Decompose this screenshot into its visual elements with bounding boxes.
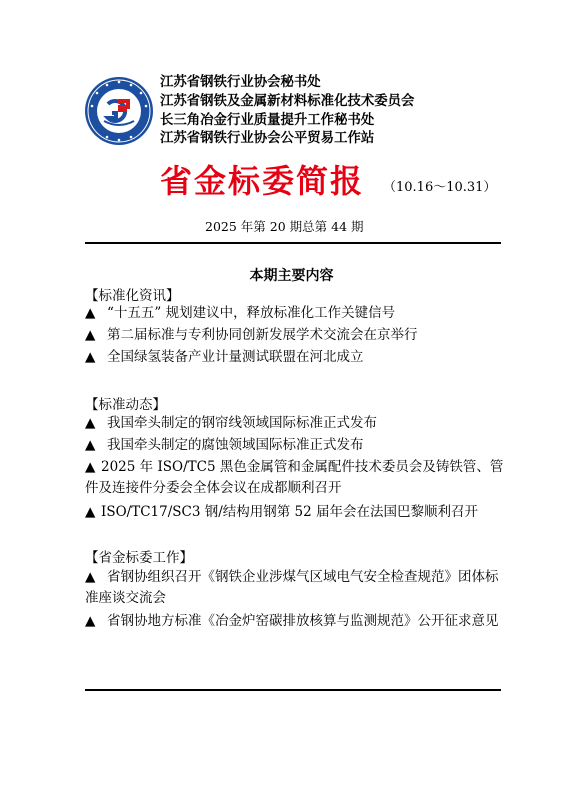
section-heading: 【省金标委工作】 (85, 550, 193, 566)
list-item: ▲ ISO/TC17/SC3 钢/结构用钢第 52 届年会在法国巴黎顺利召开 (85, 502, 505, 523)
triangle-bullet-icon: ▲ (85, 459, 96, 475)
association-emblem-icon (84, 76, 154, 146)
issue-number: 2025 年第 20 期总第 44 期 (205, 219, 364, 234)
triangle-bullet-icon: ▲ (85, 504, 96, 520)
triangle-bullet-icon: ▲ (85, 613, 96, 629)
bulletin-period: （10.16～10.31） (383, 180, 497, 195)
org-line: 江苏省钢铁行业协会秘书处 (160, 75, 321, 90)
triangle-bullet-icon: ▲ (85, 349, 96, 365)
list-item: ▲ 2025 年 ISO/TC5 黑色金属管和金属配件技术委员会及铸铁管、管件及连接件分委会全体会议在成都顺利召开 (85, 459, 504, 496)
divider (85, 689, 501, 691)
bulletin-title: 省金标委简报 (160, 162, 365, 200)
list-item: ▲ 第二届标准与专利协同创新发展学术交流会在京举行 (85, 325, 505, 346)
section-heading: 【标准动态】 (85, 397, 166, 413)
triangle-bullet-icon: ▲ (85, 437, 96, 453)
list-item: ▲ “十五五” 规划建议中，释放标准化工作关键信号 (85, 303, 505, 324)
org-line: 长三角冶金行业质量提升工作秘书处 (160, 112, 375, 128)
list-item: ▲ 省钢协地方标准《冶金炉窑碳排放核算与监测规范》公开征求意见 (85, 611, 505, 632)
association-logo (84, 76, 154, 146)
list-item: ▲ 全国绿氢装备产业计量测试联盟在河北成立 (85, 347, 505, 368)
list-item: ▲ 我国牵头制定的腐蚀领域国际标准正式发布 (85, 435, 505, 456)
divider (85, 242, 501, 244)
triangle-bullet-icon: ▲ (85, 327, 96, 343)
triangle-bullet-icon: ▲ (85, 305, 96, 321)
triangle-bullet-icon: ▲ (85, 569, 96, 585)
org-line: 江苏省钢铁及金属新材料标准化技术委员会 (160, 93, 415, 109)
section-heading: 【标准化资讯】 (85, 288, 180, 304)
triangle-bullet-icon: ▲ (85, 415, 96, 431)
list-item: ▲ 省钢协组织召开《钢铁企业涉煤气区域电气安全检查规范》团体标准座谈交流会 (85, 569, 499, 606)
organization-list (160, 74, 414, 149)
toc-heading: 本期主要内容 (249, 268, 334, 284)
list-item: ▲ 我国牵头制定的钢帘线领域国际标准正式发布 (85, 413, 505, 434)
org-line: 江苏省钢铁行业协会公平贸易工作站 (160, 131, 375, 147)
